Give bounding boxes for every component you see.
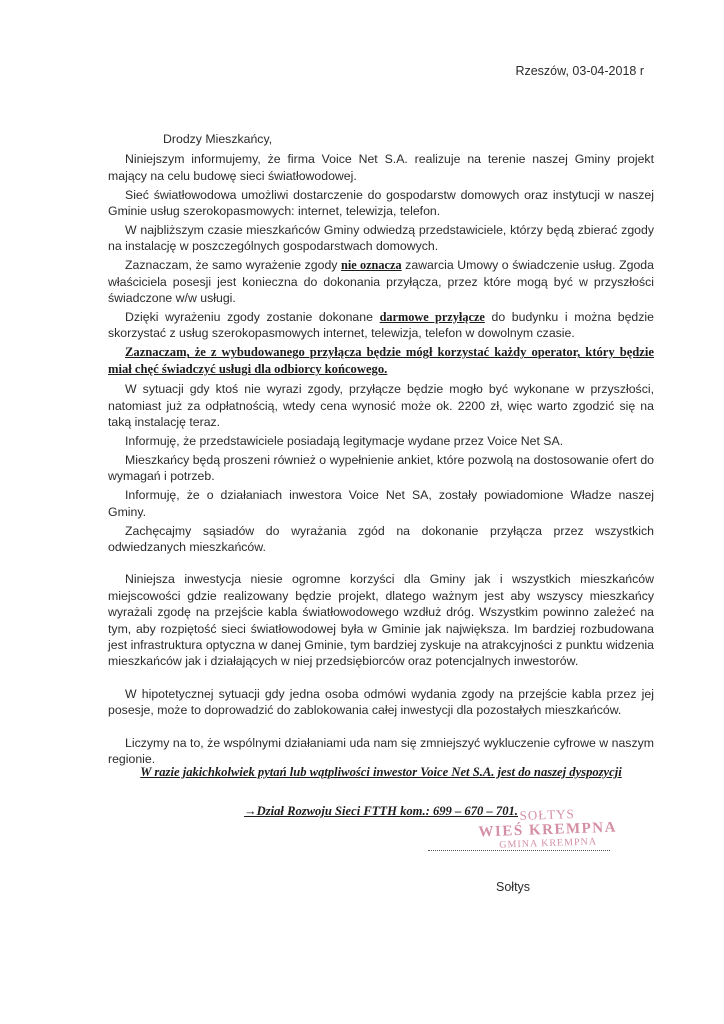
phone-line: →Dział Rozwoju Sieci FTTH kom.: 699 – 670 – 701. bbox=[244, 804, 518, 818]
free-emphasis: darmowe przyłącze bbox=[379, 310, 485, 325]
contact-info bbox=[108, 764, 654, 780]
signer-title: Sołtys bbox=[496, 880, 531, 894]
letter-body bbox=[108, 131, 654, 770]
paragraph-benefits: Niniejsza inwestycja niesie ogromne korzyści dla Gminy jak i wszystkich mieszkańców miejscowości gdzie realizowany będzie projekt, dlatego ważnym jest aby wszyscy mieszkańcy wyrażali zgodę na przejście kabla światłowodowego wzdłuż dróg. Wszystkim powinno zależeć na tym, aby rozpiętość sieci światłowodowej była w Gminie jak największa. Im bardziej rozbudowana jest infrastruktura optyczna w danej Gminie, tym bardziej zyskuje na atrakcyjności z punktu widzenia mieszkańców jak i działających w niej przedsiębiorców oraz potencjalnych inwestorów. bbox=[108, 572, 654, 669]
paragraph-representatives: W najbliższym czasie mieszkańców Gminy odwiedzą przedstawiciele, którzy będą zbierać zgody na instalację w poszczególnych gospodarstwach domowych. bbox=[108, 223, 654, 254]
paragraph-operator-notice: Zaznaczam, że z wybudowanego przyłącza będzie mógł korzystać każdy operator, który będzie miał chęć świadczyć usługi dla odbiorcy końcowego. bbox=[108, 345, 654, 377]
consent-emphasis: nie oznacza bbox=[341, 258, 402, 273]
paragraph-cost: W sytuacji gdy ktoś nie wyrazi zgody, przyłącze będzie mogło być wykonane w przyszłości, natomiast już za odpłatnością, wtedy cena wynosić może ok. 2200 zł, więc warto zgodzić się na taką instalację teraz. bbox=[108, 382, 654, 430]
paragraph-network: Sieć światłowodowa umożliwi dostarczenie do gospodarstw domowych oraz instytucji w naszej Gminie usług szerokopasmowych: internet, telewizja, telefon. bbox=[108, 187, 654, 219]
paragraph-free-connection bbox=[108, 309, 654, 342]
letter-date: Rzeszów, 03-04-2018 r bbox=[515, 64, 644, 78]
stamp-line-3: GMINA KREMPNA bbox=[499, 836, 598, 851]
stamp-line-1: SOŁTYS bbox=[519, 806, 575, 823]
paragraph-encourage: Zachęcajmy sąsiadów do wyrażania zgód na dokonanie przyłącza przez wszystkich odwiedzanych mieszkańców. bbox=[108, 523, 654, 555]
greeting: Drodzy Mieszkańcy, bbox=[163, 132, 273, 146]
stamp-line-2: WIEŚ KREMPNA bbox=[478, 819, 618, 841]
official-stamp bbox=[477, 806, 619, 871]
paragraph-survey: Mieszkańcy będą proszeni również o wypełnienie ankiet, które pozwolą na dostosowanie ofert do wymagań i potrzeb. bbox=[108, 453, 654, 484]
paragraph-hypothetical: W hipotetycznej sytuacji gdy jedna osoba odmówi wydania zgody na przejście kabla przez jej posesje, może to doprowadzić do zablokowania całej inwestycji dla pozostałych mieszkańców. bbox=[108, 686, 654, 718]
signature-line bbox=[428, 850, 610, 851]
paragraph-intro: Niniejszym informujemy, że firma Voice Net S.A. realizuje na terenie naszej Gminy projekt mający na celu budowę sieci światłowodowej. bbox=[108, 152, 654, 183]
paragraph-authorities: Informuję, że o działaniach inwestora Voice Net SA, zostały powiadomione Władze naszej Gminy. bbox=[108, 488, 654, 519]
paragraph-consent bbox=[108, 257, 654, 306]
paragraph-closing: Liczymy na to, że wspólnymi działaniami uda nam się zmniejszyć wykluczenie cyfrowe w naszym regionie. bbox=[108, 735, 654, 767]
paragraph-identification: Informuję, że przedstawiciele posiadają legitymacje wydane przez Voice Net SA. bbox=[125, 434, 564, 449]
contact-line: W razie jakichkolwiek pytań lub wątpliwości inwestor Voice Net S.A. jest do naszej dyspozycji bbox=[140, 765, 622, 779]
consent-text-b: zawarcia Umowy o świadczenie usług. Zgoda właściciela posesji jest konieczna do dokonania przyłącza, przez które mogą być w przyszłości świadczone w/w usługi. bbox=[108, 258, 654, 306]
free-text-b: do budynku i można będzie skorzystać z usług szerokopasmowych internet, telewizja, telefon w dowolnym czasie. bbox=[108, 310, 654, 341]
consent-text-a: Zaznaczam, że samo wyrażenie zgody bbox=[125, 258, 342, 273]
free-text-a: Dzięki wyrażeniu zgody zostanie dokonane bbox=[125, 310, 380, 325]
